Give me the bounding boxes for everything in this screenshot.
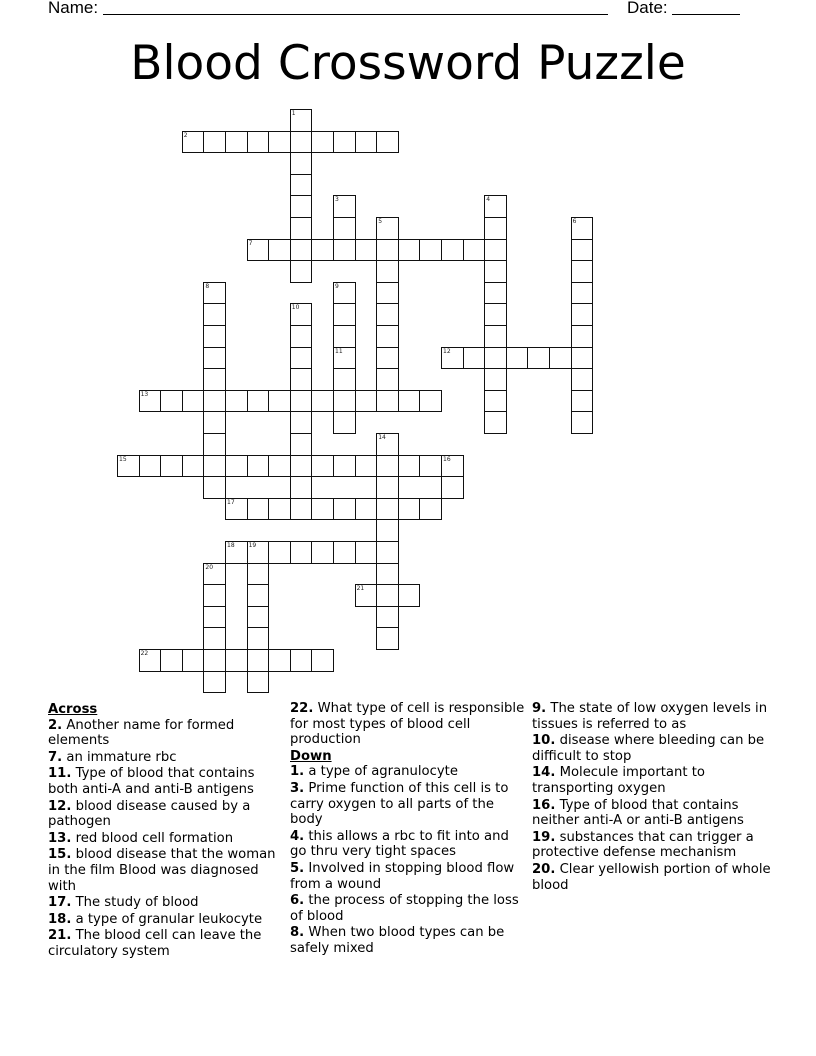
grid-cell[interactable] [268, 239, 291, 262]
clue-down-9: 9. The state of low oxygen levels in tissues is referred to as [532, 701, 768, 732]
grid-cell[interactable] [290, 303, 313, 326]
clue-number: 19 [248, 542, 257, 549]
grid-cell[interactable] [268, 390, 291, 413]
clue-across-13: 13. red blood cell formation [48, 830, 234, 846]
grid-cell[interactable] [333, 498, 356, 521]
grid-cell[interactable] [484, 347, 507, 370]
grid-cell[interactable] [247, 671, 270, 694]
grid-cell[interactable] [484, 325, 507, 348]
grid-cell[interactable] [376, 347, 399, 370]
grid-cell[interactable] [376, 627, 399, 650]
grid-cell[interactable] [247, 239, 270, 262]
grid-cell[interactable] [333, 541, 356, 564]
clue-number: 2 [183, 131, 188, 139]
clue-across-15: 15. blood disease that the woman in the film Blood was diagnosed with [48, 847, 276, 894]
clue-number: 7 [248, 239, 253, 247]
date-label: Date: [627, 0, 668, 17]
grid-cell[interactable] [247, 649, 270, 672]
grid-cell[interactable] [333, 347, 356, 370]
clue-across-18: 18. a type of granular leukocyte [48, 911, 263, 927]
grid-cell[interactable] [203, 563, 226, 586]
grid-cell[interactable] [376, 217, 399, 240]
clue-number: 10 [291, 304, 300, 312]
grid-cell[interactable] [311, 239, 334, 262]
grid-cell[interactable] [441, 455, 464, 478]
grid-cell[interactable] [311, 455, 334, 478]
grid-cell[interactable] [527, 347, 550, 370]
grid-cell[interactable] [441, 347, 464, 370]
clue-down-1: 1. a type of agranulocyte [290, 764, 458, 780]
grid-cell[interactable] [247, 563, 270, 586]
grid-cell[interactable] [549, 347, 572, 370]
grid-cell[interactable] [225, 541, 248, 564]
grid-cell[interactable] [398, 455, 421, 478]
grid-cell[interactable] [203, 455, 226, 478]
clue-number: 12 [443, 347, 451, 355]
grid-cell[interactable] [290, 325, 313, 348]
grid-cell[interactable] [376, 498, 399, 521]
clue-down-14: 14. Molecule important to transporting oxygen [532, 765, 705, 796]
grid-cell[interactable] [268, 649, 291, 672]
grid-cell[interactable] [376, 606, 399, 629]
grid-cell[interactable] [376, 541, 399, 564]
grid-cell[interactable] [355, 455, 378, 478]
grid-cell[interactable] [376, 433, 399, 456]
grid-cell[interactable] [376, 368, 399, 391]
grid-cell[interactable] [333, 131, 356, 154]
grid-cell[interactable] [376, 476, 399, 499]
grid-cell[interactable] [355, 541, 378, 564]
page-title: Blood Crossword Puzzle [130, 36, 686, 91]
grid-cell[interactable] [376, 282, 399, 305]
grid-cell[interactable] [268, 455, 291, 478]
grid-cell[interactable] [203, 476, 226, 499]
grid-cell[interactable] [247, 627, 270, 650]
grid-cell[interactable] [484, 195, 507, 218]
grid-cell[interactable] [398, 239, 421, 262]
grid-cell[interactable] [290, 433, 313, 456]
clue-across-12: 12. blood disease caused by a pathogen [48, 798, 251, 830]
grid-cell[interactable] [419, 498, 442, 521]
grid-cell[interactable] [484, 217, 507, 240]
grid-cell[interactable] [333, 411, 356, 434]
grid-cell[interactable] [398, 498, 421, 521]
grid-cell[interactable] [290, 498, 313, 521]
grid-cell[interactable] [290, 217, 313, 240]
grid-cell[interactable] [268, 541, 291, 564]
grid-cell[interactable] [203, 303, 226, 326]
grid-cell[interactable] [203, 606, 226, 629]
grid-cell[interactable] [571, 390, 594, 413]
grid-cell[interactable] [355, 584, 378, 607]
grid-cell[interactable] [419, 455, 442, 478]
grid-cell[interactable] [203, 325, 226, 348]
grid-cell[interactable] [225, 649, 248, 672]
grid-cell[interactable] [333, 195, 356, 218]
grid-cell[interactable] [376, 239, 399, 262]
grid-cell[interactable] [247, 606, 270, 629]
grid-cell[interactable] [290, 347, 313, 370]
grid-cell[interactable] [203, 368, 226, 391]
grid-cell[interactable] [311, 649, 334, 672]
grid-cell[interactable] [203, 649, 226, 672]
grid-cell[interactable] [333, 239, 356, 262]
clue-number: 22 [140, 650, 149, 657]
grid-cell[interactable] [484, 390, 507, 413]
grid-cell[interactable] [376, 390, 399, 413]
grid-cell[interactable] [160, 455, 183, 478]
grid-cell[interactable] [311, 390, 334, 413]
grid-cell[interactable] [203, 584, 226, 607]
grid-cell[interactable] [376, 131, 399, 154]
grid-cell[interactable] [333, 455, 356, 478]
clue-across-21: 21. The blood cell can leave the circulatory system [48, 928, 262, 959]
clue-across-7: 7. an immature rbc [48, 749, 177, 765]
clue-across-2: 2. Another name for formed elements [48, 717, 235, 749]
grid-cell[interactable] [160, 649, 183, 672]
grid-cell[interactable] [247, 498, 270, 521]
clue-across-11: 11. Type of blood that contains both anti-A and anti-B antigens [48, 766, 255, 797]
grid-cell[interactable] [571, 325, 594, 348]
grid-cell[interactable] [333, 390, 356, 413]
clue-number: 15 [119, 455, 127, 463]
clue-number: 11 [335, 347, 343, 355]
clue-number: 14 [378, 434, 386, 441]
grid-cell[interactable] [247, 390, 270, 413]
clue-number: 9 [335, 282, 339, 290]
grid-cell[interactable] [290, 390, 313, 413]
grid-cell[interactable] [268, 498, 291, 521]
grid-cell[interactable] [182, 131, 205, 154]
grid-cell[interactable] [571, 347, 594, 370]
grid-cell[interactable] [203, 627, 226, 650]
clue-number: 13 [140, 390, 149, 398]
grid-cell[interactable] [376, 325, 399, 348]
grid-cell[interactable] [484, 260, 507, 283]
grid-cell[interactable] [225, 390, 248, 413]
grid-cell[interactable] [247, 541, 270, 564]
grid-cell[interactable] [463, 347, 486, 370]
clue-down-5: 5. Involved in stopping blood flow from a wound [290, 860, 515, 892]
clue-down-3: 3. Prime function of this cell is to carry oxygen to all parts of the body [290, 780, 509, 828]
grid-cell[interactable] [139, 649, 162, 672]
grid-cell[interactable] [484, 411, 507, 434]
grid-cell[interactable] [290, 368, 313, 391]
clue-down-20: 20. Clear yellowish portion of whole blood [532, 861, 771, 893]
grid-cell[interactable] [290, 131, 313, 154]
grid-cell[interactable] [441, 476, 464, 499]
grid-cell[interactable] [571, 282, 594, 305]
grid-cell[interactable] [311, 541, 334, 564]
grid-cell[interactable] [484, 282, 507, 305]
clue-number: 8 [205, 282, 210, 290]
clue-number: 18 [227, 542, 235, 549]
grid-cell[interactable] [203, 671, 226, 694]
grid-cell[interactable] [355, 390, 378, 413]
clues-column-3 [532, 701, 772, 894]
grid-cell[interactable] [203, 433, 226, 456]
grid-cell[interactable] [398, 390, 421, 413]
clue-down-8: 8. When two blood types can be safely mixed [290, 925, 505, 956]
clue-number: 16 [443, 455, 451, 463]
grid-cell[interactable] [419, 239, 442, 262]
grid-cell[interactable] [333, 282, 356, 305]
grid-cell[interactable] [290, 411, 313, 434]
grid-cell[interactable] [333, 303, 356, 326]
clues-column-2 [290, 701, 526, 958]
clue-number: 5 [378, 218, 383, 225]
grid-cell[interactable] [225, 131, 248, 154]
grid-cell[interactable] [290, 109, 313, 132]
clue-down-4: 4. this allows a rbc to fit into and go thru very tight spaces [290, 828, 509, 860]
clue-down-10: 10. disease where bleeding can be difficult to stop [532, 733, 765, 764]
grid-cell[interactable] [571, 260, 594, 283]
grid-cell[interactable] [290, 455, 313, 478]
grid-cell[interactable] [290, 239, 313, 262]
grid-cell[interactable] [441, 239, 464, 262]
grid-cell[interactable] [398, 584, 421, 607]
grid-cell[interactable] [311, 131, 334, 154]
grid-cell[interactable] [290, 152, 313, 175]
grid-cell[interactable] [225, 455, 248, 478]
clue-number: 6 [572, 218, 577, 225]
grid-cell[interactable] [333, 217, 356, 240]
grid-cell[interactable] [247, 455, 270, 478]
across-heading: Across [48, 702, 98, 717]
grid-cell[interactable] [484, 303, 507, 326]
grid-cell[interactable] [182, 649, 205, 672]
grid-cell[interactable] [139, 455, 162, 478]
clues-column-1 [48, 701, 280, 961]
clue-number: 1 [291, 110, 296, 117]
clue-number: 20 [205, 563, 214, 571]
clue-number: 17 [227, 498, 235, 506]
grid-cell[interactable] [203, 411, 226, 434]
grid-cell[interactable] [506, 347, 529, 370]
grid-cell[interactable] [203, 131, 226, 154]
grid-cell[interactable] [290, 541, 313, 564]
clue-down-6: 6. the process of stopping the loss of blood [290, 893, 519, 924]
grid-cell[interactable] [139, 390, 162, 413]
grid-cell[interactable] [571, 239, 594, 262]
grid-cell[interactable] [247, 584, 270, 607]
grid-cell[interactable] [268, 131, 291, 154]
grid-cell[interactable] [571, 217, 594, 240]
grid-cell[interactable] [203, 282, 226, 305]
grid-cell[interactable] [484, 239, 507, 262]
grid-cell[interactable] [290, 174, 313, 197]
grid-cell[interactable] [463, 239, 486, 262]
clue-number: 21 [356, 585, 365, 593]
clue-across-17: 17. The study of blood [48, 895, 199, 911]
grid-cell[interactable] [290, 476, 313, 499]
clue-across-22: 22. What type of cell is responsible for most types of blood cell production [290, 701, 525, 748]
grid-cell[interactable] [376, 584, 399, 607]
grid-cell[interactable] [419, 390, 442, 413]
grid-cell[interactable] [571, 368, 594, 391]
grid-cell[interactable] [571, 303, 594, 326]
grid-cell[interactable] [290, 195, 313, 218]
grid-cell[interactable] [117, 455, 140, 478]
clue-number: 4 [486, 196, 491, 204]
grid-cell[interactable] [333, 368, 356, 391]
grid-cell[interactable] [355, 131, 378, 154]
grid-cell[interactable] [376, 519, 399, 542]
grid-cell[interactable] [376, 563, 399, 586]
clue-down-16: 16. Type of blood that contains neither anti-A or anti-B antigens [532, 797, 744, 829]
grid-cell[interactable] [182, 390, 205, 413]
grid-cell[interactable] [290, 649, 313, 672]
grid-cell[interactable] [247, 131, 270, 154]
grid-cell[interactable] [182, 455, 205, 478]
grid-cell[interactable] [333, 325, 356, 348]
grid-cell[interactable] [376, 455, 399, 478]
grid-cell[interactable] [571, 411, 594, 434]
grid-cell[interactable] [290, 260, 313, 283]
down-heading: Down [290, 748, 332, 764]
grid-cell[interactable] [160, 390, 183, 413]
grid-cell[interactable] [355, 498, 378, 521]
clue-number: 3 [335, 196, 339, 204]
grid-cell[interactable] [203, 390, 226, 413]
grid-cell[interactable] [203, 347, 226, 370]
grid-cell[interactable] [225, 498, 248, 521]
name-label: Name: [48, 0, 99, 17]
grid-cell[interactable] [311, 498, 334, 521]
grid-cell[interactable] [376, 303, 399, 326]
clue-down-19: 19. substances that can trigger a protective defense mechanism [532, 829, 754, 861]
grid-cell[interactable] [484, 368, 507, 391]
grid-cell[interactable] [355, 239, 378, 262]
grid-cell[interactable] [376, 260, 399, 283]
